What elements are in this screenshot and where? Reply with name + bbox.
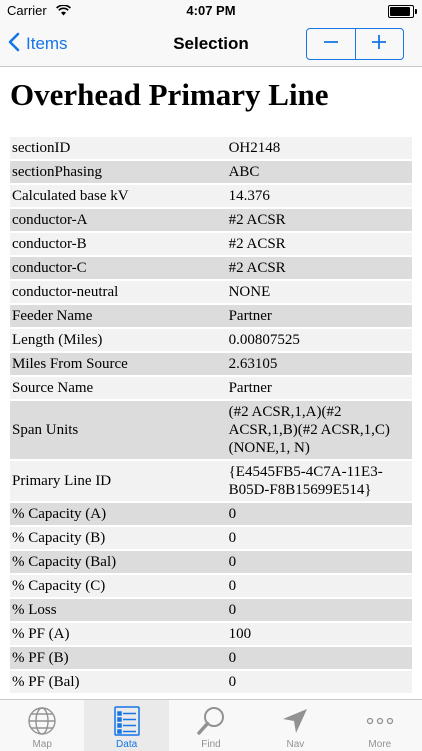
attribute-key: Miles From Source bbox=[10, 353, 225, 375]
tab-label: More bbox=[368, 739, 392, 750]
attribute-key: % PF (A) bbox=[10, 623, 225, 645]
attribute-key: conductor-B bbox=[10, 233, 225, 255]
navigation-bar bbox=[0, 22, 422, 67]
attribute-value: #2 ACSR bbox=[225, 257, 412, 279]
attribute-key: % Capacity (A) bbox=[10, 503, 225, 525]
attribute-key: % PF (Bal) bbox=[10, 671, 225, 693]
attribute-value: 2.63105 bbox=[225, 353, 412, 375]
attribute-value: 0 bbox=[225, 503, 412, 525]
attribute-value: 0 bbox=[225, 527, 412, 549]
attribute-key: % Capacity (Bal) bbox=[10, 551, 225, 573]
attribute-key: sectionID bbox=[10, 137, 225, 159]
attribute-key: conductor-A bbox=[10, 209, 225, 231]
attribute-value: 14.376 bbox=[225, 185, 412, 207]
table-row bbox=[10, 281, 412, 303]
battery-icon bbox=[388, 5, 414, 18]
attribute-key: Feeder Name bbox=[10, 305, 225, 327]
table-row bbox=[10, 329, 412, 351]
decrement-button[interactable] bbox=[307, 29, 355, 59]
attribute-key: Span Units bbox=[10, 401, 225, 459]
tab-label: Map bbox=[32, 739, 52, 750]
tab-label: Nav bbox=[286, 739, 305, 750]
table-row bbox=[10, 185, 412, 207]
attribute-value: NONE bbox=[225, 281, 412, 303]
globe-icon bbox=[27, 705, 57, 737]
attribute-key: Primary Line ID bbox=[10, 461, 225, 501]
attribute-value: {E4545FB5-4C7A-11E3-B05D-F8B15699E514} bbox=[225, 461, 412, 501]
attribute-value: ABC bbox=[225, 161, 412, 183]
attribute-value: Partner bbox=[225, 377, 412, 399]
attribute-key: Length (Miles) bbox=[10, 329, 225, 351]
attribute-value: OH2148 bbox=[225, 137, 412, 159]
attribute-value: 0.00807525 bbox=[225, 329, 412, 351]
attribute-key: % Capacity (B) bbox=[10, 527, 225, 549]
carrier-label: Carrier bbox=[7, 3, 47, 18]
tab-bar bbox=[0, 699, 422, 751]
attribute-value: 100 bbox=[225, 623, 412, 645]
attribute-key: Source Name bbox=[10, 377, 225, 399]
plus-icon bbox=[371, 34, 387, 55]
tab-label: Data bbox=[116, 739, 138, 750]
list-icon bbox=[114, 705, 140, 737]
table-row bbox=[10, 401, 412, 459]
table-row bbox=[10, 575, 412, 597]
more-dots-icon bbox=[366, 705, 394, 737]
increment-button[interactable] bbox=[355, 29, 404, 59]
attribute-key: sectionPhasing bbox=[10, 161, 225, 183]
location-arrow-icon bbox=[281, 705, 309, 737]
attribute-key: conductor-C bbox=[10, 257, 225, 279]
attribute-value: 0 bbox=[225, 551, 412, 573]
attribute-value: 0 bbox=[225, 647, 412, 669]
attribute-key: Calculated base kV bbox=[10, 185, 225, 207]
table-row bbox=[10, 623, 412, 645]
back-button[interactable] bbox=[8, 30, 68, 58]
tab-label: Find bbox=[201, 739, 221, 750]
attribute-value: 0 bbox=[225, 575, 412, 597]
tab-nav[interactable] bbox=[253, 700, 337, 751]
table-row bbox=[10, 257, 412, 279]
table-row bbox=[10, 503, 412, 525]
attribute-key: % Capacity (C) bbox=[10, 575, 225, 597]
table-row bbox=[10, 137, 412, 159]
minus-icon bbox=[323, 34, 339, 55]
table-row bbox=[10, 461, 412, 501]
clock: 4:07 PM bbox=[186, 3, 236, 18]
magnifier-icon bbox=[196, 705, 226, 737]
chevron-left-icon bbox=[8, 32, 26, 57]
attribute-table bbox=[10, 135, 412, 695]
tab-more[interactable] bbox=[338, 700, 422, 751]
table-row bbox=[10, 551, 412, 573]
tab-map[interactable] bbox=[0, 700, 84, 751]
attribute-value: #2 ACSR bbox=[225, 233, 412, 255]
back-button-label: Items bbox=[26, 34, 68, 53]
table-row bbox=[10, 353, 412, 375]
content-area[interactable] bbox=[0, 67, 422, 699]
table-row bbox=[10, 527, 412, 549]
attribute-key: % Loss bbox=[10, 599, 225, 621]
status-bar bbox=[0, 0, 422, 22]
attribute-value: Partner bbox=[225, 305, 412, 327]
attribute-value: (#2 ACSR,1,A)(#2 ACSR,1,B)(#2 ACSR,1,C)(NONE,1, N) bbox=[225, 401, 412, 459]
tab-find[interactable] bbox=[169, 700, 253, 751]
tab-data[interactable] bbox=[84, 700, 168, 751]
table-row bbox=[10, 305, 412, 327]
attribute-key: % PF (B) bbox=[10, 647, 225, 669]
attribute-value: #2 ACSR bbox=[225, 209, 412, 231]
zoom-stepper bbox=[306, 28, 404, 60]
attribute-key: conductor-neutral bbox=[10, 281, 225, 303]
attribute-value: 0 bbox=[225, 599, 412, 621]
table-row bbox=[10, 647, 412, 669]
table-row bbox=[10, 209, 412, 231]
table-row bbox=[10, 233, 412, 255]
table-row bbox=[10, 599, 412, 621]
nav-title: Selection bbox=[173, 34, 249, 53]
page-title: Overhead Primary Line bbox=[10, 77, 329, 112]
attribute-value: 0 bbox=[225, 671, 412, 693]
table-row bbox=[10, 671, 412, 693]
table-row bbox=[10, 377, 412, 399]
table-row bbox=[10, 161, 412, 183]
